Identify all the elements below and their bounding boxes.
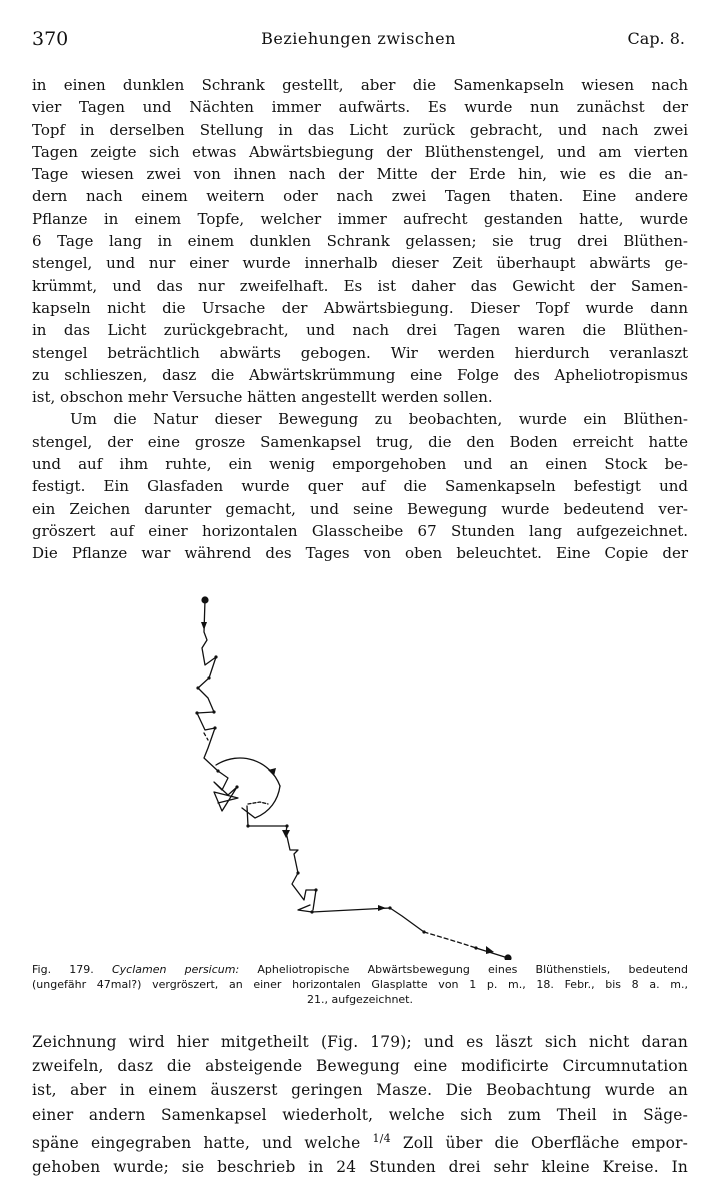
text-line: Topf in derselben Stellung in das Licht zurück gebracht, und nach zwei — [32, 120, 688, 139]
text-line — [32, 1127, 688, 1155]
caption-text: Apheliotropische Abwärtsbewegung eines Blüthenstiels, bedeutend — [257, 963, 688, 976]
caption-species: Cyclamen persicum: — [111, 963, 240, 976]
text-line: Zeichnung wird hier mitgetheilt (Fig. 179); und es läszt sich nicht daran — [32, 1033, 688, 1051]
line-end: Zoll über die Oberfläche empor- — [402, 1133, 689, 1152]
text-line: in das Licht zurückgebracht, und nach drei Tagen waren die Blüthen- — [32, 321, 688, 340]
caption-line: 21., aufgezeichnet. — [307, 993, 413, 1006]
text-line: ist, aber in einem äuszerst geringen Masze. Die Beobachtung wurde an — [32, 1081, 688, 1100]
text-line: zu schlieszen, dasz die Abwärtskrümmung eine Folge des Apheliotropismus — [32, 365, 688, 384]
text-line: Tagen zeigte sich etwas Abwärtsbiegung der Blüthenstengel, und am vierten — [32, 142, 688, 161]
text-line: vier Tagen und Nächten immer aufwärts. Es wurde nun zunächst der — [32, 98, 688, 117]
text-line: gröszert auf einer horizontalen Glasscheibe 67 Stunden lang aufgezeichnet. — [32, 521, 688, 540]
text-line: einer andern Samenkapsel wiederholt, welche sich zum Theil in Säge- — [32, 1105, 688, 1124]
paragraph-top — [32, 74, 688, 565]
caption-line — [32, 962, 688, 977]
text-line: Pflanze in einem Topfe, welcher immer aufrecht gestanden hatte, wurde — [32, 209, 688, 228]
text-line: Um die Natur dieser Bewegung zu beobachten, wurde ein Blüthen- — [70, 410, 688, 429]
text-line: ist, obschon mehr Versuche hätten angestellt werden sollen. — [32, 388, 493, 407]
caption-label: Fig. 179. — [32, 963, 94, 976]
figure-caption — [32, 962, 688, 1007]
caption-line: (ungefähr 47mal?) vergröszert, an einer horizontalen Glasplatte von 1 p. m., 18. Febr., bis 8 a. m., — [32, 978, 688, 991]
text-line: 6 Tage lang in einem dunklen Schrank gelassen; sie trug drei Blüthen- — [32, 232, 688, 251]
text-line: stengel, der eine grosze Samenkapsel trug, die den Boden erreicht hatte — [32, 432, 688, 451]
text-line: stengel, und nur einer wurde innerhalb dieser Zeit überhaupt abwärts ge- — [32, 254, 688, 273]
text-line: dern nach einem weitern oder nach zwei Tagen thaten. Eine andere — [32, 187, 688, 206]
running-title: Beziehungen zwischen — [261, 29, 456, 48]
direction-arrows — [201, 622, 494, 954]
text-line: zweifeln, dasz die absteigende Bewegung eine modificirte Circumnutation — [32, 1057, 688, 1076]
text-line: gehoben wurde; sie beschrieb in 24 Stunden drei sehr kleine Kreise. In — [32, 1158, 688, 1177]
text-line: ein Zeichen darunter gemacht, und seine Bewegung wurde bedeutend ver- — [32, 499, 688, 518]
text-line: festigt. Ein Glasfaden wurde quer auf die Samenkapseln befestigt und — [32, 477, 688, 496]
text-line: kapseln nicht die Ursache der Abwärtsbiegung. Dieser Topf wurde dann — [32, 298, 688, 317]
text-line: krümmt, und das nur zweifelhaft. Es ist daher das Gewicht der Samen- — [32, 276, 688, 295]
movement-trace — [197, 600, 508, 958]
text-line: Tage wiesen zwei von ihnen nach der Mitte der Erde hin, wie es die an- — [32, 165, 688, 184]
circumnutation-figure — [180, 590, 530, 960]
line-start: späne eingegraben hatte, und welche — [32, 1133, 361, 1152]
text-line: in einen dunklen Schrank gestellt, aber die Samenkapseln wiesen nach — [32, 76, 688, 94]
chapter-label: Cap. 8. — [627, 29, 685, 48]
page-number: 370 — [32, 28, 69, 50]
text-line: Die Pflanze war während des Tages von oben beleuchtet. Eine Copie der — [32, 544, 688, 563]
text-line: stengel beträchtlich abwärts gebogen. Wir werden hierdurch veranlaszt — [32, 343, 688, 362]
text-line: und auf ihm ruhte, ein wenig emporgehoben und an einen Stock be- — [32, 455, 688, 474]
paragraph-bottom — [32, 1030, 688, 1179]
fraction: 1/4 — [372, 1131, 391, 1145]
running-header — [32, 28, 685, 54]
trace-points — [195, 596, 511, 960]
